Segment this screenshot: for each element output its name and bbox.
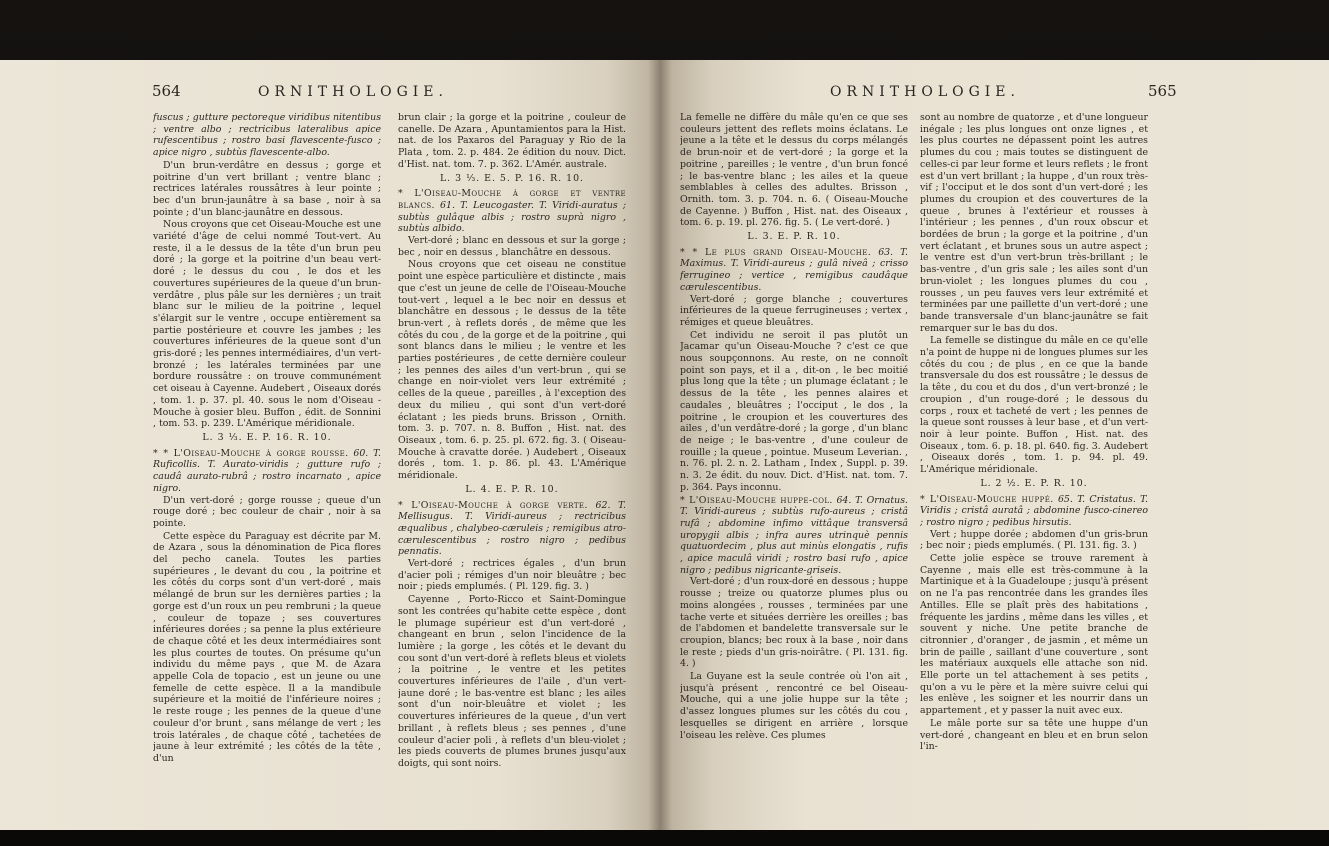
species-entry-heading	[398, 188, 626, 235]
body-paragraph: sont au nombre de quatorze , et d'une longueur inégale ; les plus longues ont onze lignes , et les plus courtes ne dépassent point les autres plumes du cou ; mais toutes se distinguent de celles-ci par leur forme et leurs reflets ; le front est d'un vert brillant ; la huppe , d'un roux très-vif ; l'occiput et le dos sont d'un vert-doré ; les plumes du croupion et des couvertures de la queue , brunes à l'extérieur et rousses à l'intérieur ; les pennes , d'un roux obscur et bordées de brun ; la gorge et la poitrine , d'un vert éclatant , et brunes sous un autre aspect ; le ventre est d'un vert-brun très-brillant ; le bas-ventre , d'un gris sale ; les ailes sont d'un brun-violet ; les longues plumes du cou , rousses , un peu fauves vers leur extrémité et terminées par une paillette d'un vert-doré ; une bande transversale d'un blanc-jaunâtre se fait remarquer sur le bas du dos.	[920, 112, 1148, 334]
measurement-line: L. 2 ½. E. P. R. 10.	[980, 477, 1088, 489]
species-entry-heading	[398, 500, 626, 559]
measurement-line: L. 4. E. P. R. 10.	[465, 483, 559, 495]
body-paragraph: fuscus ; gutture pectoreque viridibus nitentibus ; ventre albo ; rectricibus lateralibus apice rufescentibus ; rostro basi flavescente-fusco ; apice nigro , subtùs flavescente-albo.	[153, 112, 381, 159]
body-paragraph: Nous croyons que cet Oiseau-Mouche est une variété d'âge de celui nommé Tout-vert. Au reste, il a le dessus de la tête d'un brun peu doré ; la gorge et la poitrine d'un beau vert-doré ; le dessus du cou , le dos et les couvertures supérieures de la queue d'un brun-verdâtre , plus pâle sur les dernières ; un trait blanc sur le milieu de la poitrine , lequel s'élargit sur le ventre , occupe entièrement sa partie postérieure et couvre les jambes ; les couvertures inférieures de la queue sont d'un gris-doré ; les pennes intermédiaires, d'un vert-bronzé ; les latérales terminées par une bordure roussâtre : on trouve communément cet oiseau à Cayenne. Audebert , Oiseaux dorés , tom. 1. p. 37. pl. 40. sous le nom d'Oiseau - Mouche à gosier bleu. Buffon , édit. de Sonnini , tom. 53. p. 239. L'Amérique méridionale.	[153, 219, 381, 430]
species-name: * * Le plus grand Oiseau-Mouche.	[680, 246, 872, 258]
species-name: * L'Oiseau-Mouche huppe-col.	[680, 494, 833, 506]
latin-diagnosis: 62. T. Mellisugus. T. Viridi-aureus ; rectricibus æqualibus , chalybeo-cæruleis ; remigibus atro-cærulescentibus ; rostro nigro ; pedibus pennatis.	[398, 499, 626, 558]
body-paragraph: Le mâle porte sur sa tête une huppe d'un vert-doré , changeant en bleu et en brun selon l'in-	[920, 717, 1148, 753]
text-column-2	[398, 112, 626, 830]
body-paragraph: La femelle se distingue du mâle en ce qu'elle n'a point de huppe ni de longues plumes sur les côtés du cou ; de plus , en ce que la bande transversale du dos est roussâtre ; le dessus de la tête , du cou et du dos , d'un vert-bronzé ; le croupion , d'un rouge-doré ; le dessous du corps , roux et tacheté de vert ; les pennes de la queue sont rousses à leur base , et d'un vert-noir à leur pointe. Buffon , Hist. nat. des Oiseaux , tom. 6. p. 18. pl. 640. fig. 3. Audebert , Oiseaux dorés , tom. 1. p. 94. pl. 49. L'Amérique méridionale.	[920, 335, 1148, 476]
body-paragraph: D'un brun-verdâtre en dessus ; gorge et poitrine d'un vert brillant ; ventre blanc ; rectrices latérales roussâtres à leur pointe ; bec d'un brun-jaunâtre à sa base , noir à sa pointe ; d'un blanc-jaunâtre en dessous.	[153, 159, 381, 218]
body-paragraph: Vert-doré ; blanc en dessous et sur la gorge ; bec , noir en dessus , blanchâtre en dessous.	[398, 235, 626, 258]
right-running-title: ORNITHOLOGIE.	[830, 84, 1020, 100]
text-column-3	[680, 112, 908, 830]
book-gutter	[648, 60, 672, 830]
text-column-1	[153, 112, 381, 830]
latin-diagnosis: 60. T. Ruficollis. T. Aurato-viridis ; gutture rufo ; caudâ aurato-rubrâ ; rostro incarnato , apice nigro.	[153, 447, 381, 494]
body-paragraph: Vert-doré ; gorge blanche ; couvertures inférieures de la queue ferrugineuses ; vertex , rémiges et queue bleuâtres.	[680, 293, 908, 328]
body-paragraph: Vert-doré ; rectrices égales , d'un brun d'acier poli ; rémiges d'un noir bleuâtre ; bec noir ; pieds emplumés. ( Pl. 129. fig. 3. )	[398, 558, 626, 593]
body-paragraph: Vert ; huppe dorée ; abdomen d'un gris-brun ; bec noir ; pieds emplumés. ( Pl. 131. fig. 3. )	[920, 528, 1148, 552]
body-paragraph: brun clair ; la gorge et la poitrine , couleur de canelle. De Azara , Apuntamientos para la Hist. nat. de los Paxaros del Paraguay y Rio de la Plata , tom. 2. p. 484. 2e édition du nouv. Dict. d'Hist. nat. tom. 7. p. 362. L'Amér. australe.	[398, 112, 626, 170]
latin-diagnosis: 63. T. Maximus. T. Viridi-aureus ; gulâ niveâ ; crisso ferrugineo ; vertice , remigibus caudâque cærulescentibus.	[680, 246, 908, 293]
species-name: * * L'Oiseau-Mouche à gorge rousse.	[153, 447, 349, 459]
species-name: * L'Oiseau-Mouche à gorge et ventre blancs.	[398, 188, 626, 211]
left-running-title: ORNITHOLOGIE.	[258, 84, 448, 100]
species-entry-heading	[680, 495, 908, 577]
body-paragraph: Cayenne , Porto-Ricco et Saint-Domingue sont les contrées qu'habite cette espèce , dont le plumage supérieur est d'un vert-doré , changeant en brun , selon l'incidence de la lumière ; la gorge , les côtés et le devant du cou sont d'un vert-doré à reflets bleus et violets ; la poitrine , le ventre et les petites couvertures inférieures de l'aile , d'un vert-jaune doré ; le bas-ventre est blanc ; les ailes sont d'un noir-bleuâtre et violet ; les couvertures inférieures de la queue , d'un vert brillant , à reflets bleus ; ses pennes , d'une couleur d'acier poli , à reflets d'un bleu-violet ; les pieds couverts de plumes brunes jusqu'aux doigts, qui sont noirs.	[398, 594, 626, 769]
measurement-line: L. 3 ⅓. E. P. 16. R. 10.	[202, 431, 332, 443]
species-name: * L'Oiseau-Mouche à gorge verte.	[398, 499, 588, 511]
species-name: * L'Oiseau-Mouche huppé.	[920, 493, 1054, 505]
body-paragraph: La femelle ne diffère du mâle qu'en ce que ses couleurs jettent des reflets moins éclatans. Le jeune a la tête et le dessus du corps mélangés de brun-noir et de vert-doré ; la gorge et la poitrine , pareilles ; le ventre , d'un brun foncé ; le bas-ventre blanc ; les ailes et la queue semblables à celles des adultes. Brisson , Ornith. tom. 3. p. 704. n. 6. ( Oiseau-Mouche de Cayenne. ) Buffon , Hist. nat. des Oiseaux , tom. 6. p. 19. pl. 276. fig. 5. ( Le vert-doré. )	[680, 112, 908, 229]
measurement-line: L. 3 ⅓. E. 5. P. 16. R. 10.	[439, 172, 585, 184]
left-page-number: 564	[152, 82, 181, 100]
latin-diagnosis: 61. T. Leucogaster. T. Viridi-auratus ; subtùs gulâque albis ; rostro suprà nigro , subtùs albido.	[398, 199, 626, 235]
body-paragraph: Vert-doré ; d'un roux-doré en dessous ; huppe rousse ; treize ou quatorze plumes plus ou moins alongées , rousses , terminées par une tache verte et situées derrière les oreilles ; bas de l'abdomen et bandelette transversale sur le croupion, blancs; bec roux à la base , noir dans le reste ; pieds d'un gris-noirâtre. ( Pl. 131. fig. 4. )	[680, 576, 908, 670]
latin-diagnosis: 65. T. Cristatus. T. Viridis ; cristâ auratâ ; abdomine fusco-cinereo ; rostro nigro ; pedibus hirsutis.	[920, 493, 1148, 528]
right-page-number: 565	[1148, 82, 1177, 100]
body-paragraph: La Guyane est la seule contrée où l'on ait , jusqu'à présent , rencontré ce bel Oiseau-Mouche, qui a une jolie huppe sur la tête ; d'assez longues plumes sur les côtés du cou , lesquelles se dirigent en arrière , lorsque l'oiseau les relève. Ces plumes	[680, 671, 908, 741]
body-paragraph: Nous croyons que cet oiseau ne constitue point une espèce particulière et distincte , mais que c'est un jeune de celle de l'Oiseau-Mouche tout-vert , lequel a le bec noir en dessus et blanchâtre en dessous ; le dessus de la tête brun-vert , à reflets dorés , de même que les côtés du cou , de la gorge et de la poitrine , qui sont blancs dans le milieu ; le ventre et les parties postérieures , de cette dernière couleur ; les pennes des ailes d'un vert-brun , qui se change en noir-violet vers leur extrémité ; celles de la queue , pareilles , à l'exception des deux du milieu , qui sont d'un vert-doré éclatant ; les pieds bruns. Brisson , Ornith. tom. 3. p. 707. n. 8. Buffon , Hist. nat. des Oiseaux , tom. 6. p. 25. pl. 672. fig. 3. ( Oiseau-Mouche à cravatte dorée. ) Audebert , Oiseaux dorés , tom. 1. p. 86. pl. 43. L'Amérique méridionale.	[398, 259, 626, 482]
species-entry-heading	[680, 247, 908, 294]
body-paragraph: Cet individu ne seroit il pas plutôt un Jacamar qu'un Oiseau-Mouche ? c'est ce que nous soupçonnons. Au reste, on ne connoît point son pays, et il a , dit-on , le bec moitié plus long que la tête ; un plumage éclatant ; le dessus de la tête , les pennes alaires et caudales , bleuâtres ; l'occiput , le dos , la poitrine , le croupion et les couvertures des ailes , d'un verdâtre-doré ; la gorge , d'un blanc de neige ; le bas-ventre , d'une couleur de rouille ; la queue , pointue. Museum Leverian. , n. 76. pl. 2. n. 2. Latham , Index , Suppl. p. 39. n. 3. 2e édit. du nouv. Dict. d'Hist. nat. tom. 7. p. 364. Pays inconnu.	[680, 329, 908, 493]
species-entry-heading	[153, 448, 381, 495]
measurement-line: L. 3. E. P. R. 10.	[747, 231, 841, 243]
body-paragraph: Cette espèce du Paraguay est décrite par M. de Azara , sous la dénomination de Pica flores del pecho canela. Toutes les parties supérieures , le devant du cou , la poitrine et les côtés du corps sont d'un vert-doré , mais mélangé de brun sur les dernières parties ; la gorge est d'un roux un peu rembruni ; la queue , couleur de topaze ; ses couvertures inférieures dorées ; sa penne la plus extérieure de chaque côté et les deux intermédiaires sont les plus courtes de toutes. On présume qu'un individu du même pays , que M. de Azara appelle Cola de topacio , est un jeune ou une femelle de cette espèce. Il a la mandibule supérieure et la moitié de l'inférieure noires ; le reste rouge ; les pennes de la queue d'une couleur d'or brunt , sans mélange de vert ; les trois latérales , de chaque côté , tachetées de jaune à leur extrémité ; les côtés de la tête , d'un	[153, 530, 381, 764]
body-paragraph: Cette jolie espèce se trouve rarement à Cayenne , mais elle est très-commune à la Martinique et à la Guadeloupe ; jusqu'à présent on ne l'a pas rencontrée dans les grandes îles Antilles. Elle se plaît près des habitations , fréquente les jardins , même dans les villes , et souvent y niche. Une petite branche de citronnier , d'oranger , de jasmin , et même un brin de paille , saillant d'une couverture , sont les matériaux auxquels elle attache son nid. Elle porte un tel attachement à ses petits , qu'on a vu le père et la mère suivre celui qui les enlève , les soigner et les nourrir dans un appartement , et y passer la nuit avec eux.	[920, 553, 1148, 717]
species-entry-heading	[920, 494, 1148, 529]
body-paragraph: D'un vert-doré ; gorge rousse ; queue d'un rouge doré ; bec couleur de chair , noir à sa pointe.	[153, 494, 381, 529]
latin-diagnosis: 64. T. Ornatus. T. Viridi-aureus ; subtùs rufo-aureus ; cristâ rufâ ; abdomine infimo vittâque transversâ uropygii albis ; infra aures utrinquè pennis quatuordecim , plus aut minùs elongatis , rufis , apice maculâ viridi ; rostro basi rufo , apice nigro ; pedibus nigricante-griseis.	[680, 494, 908, 576]
text-column-4	[920, 112, 1148, 830]
